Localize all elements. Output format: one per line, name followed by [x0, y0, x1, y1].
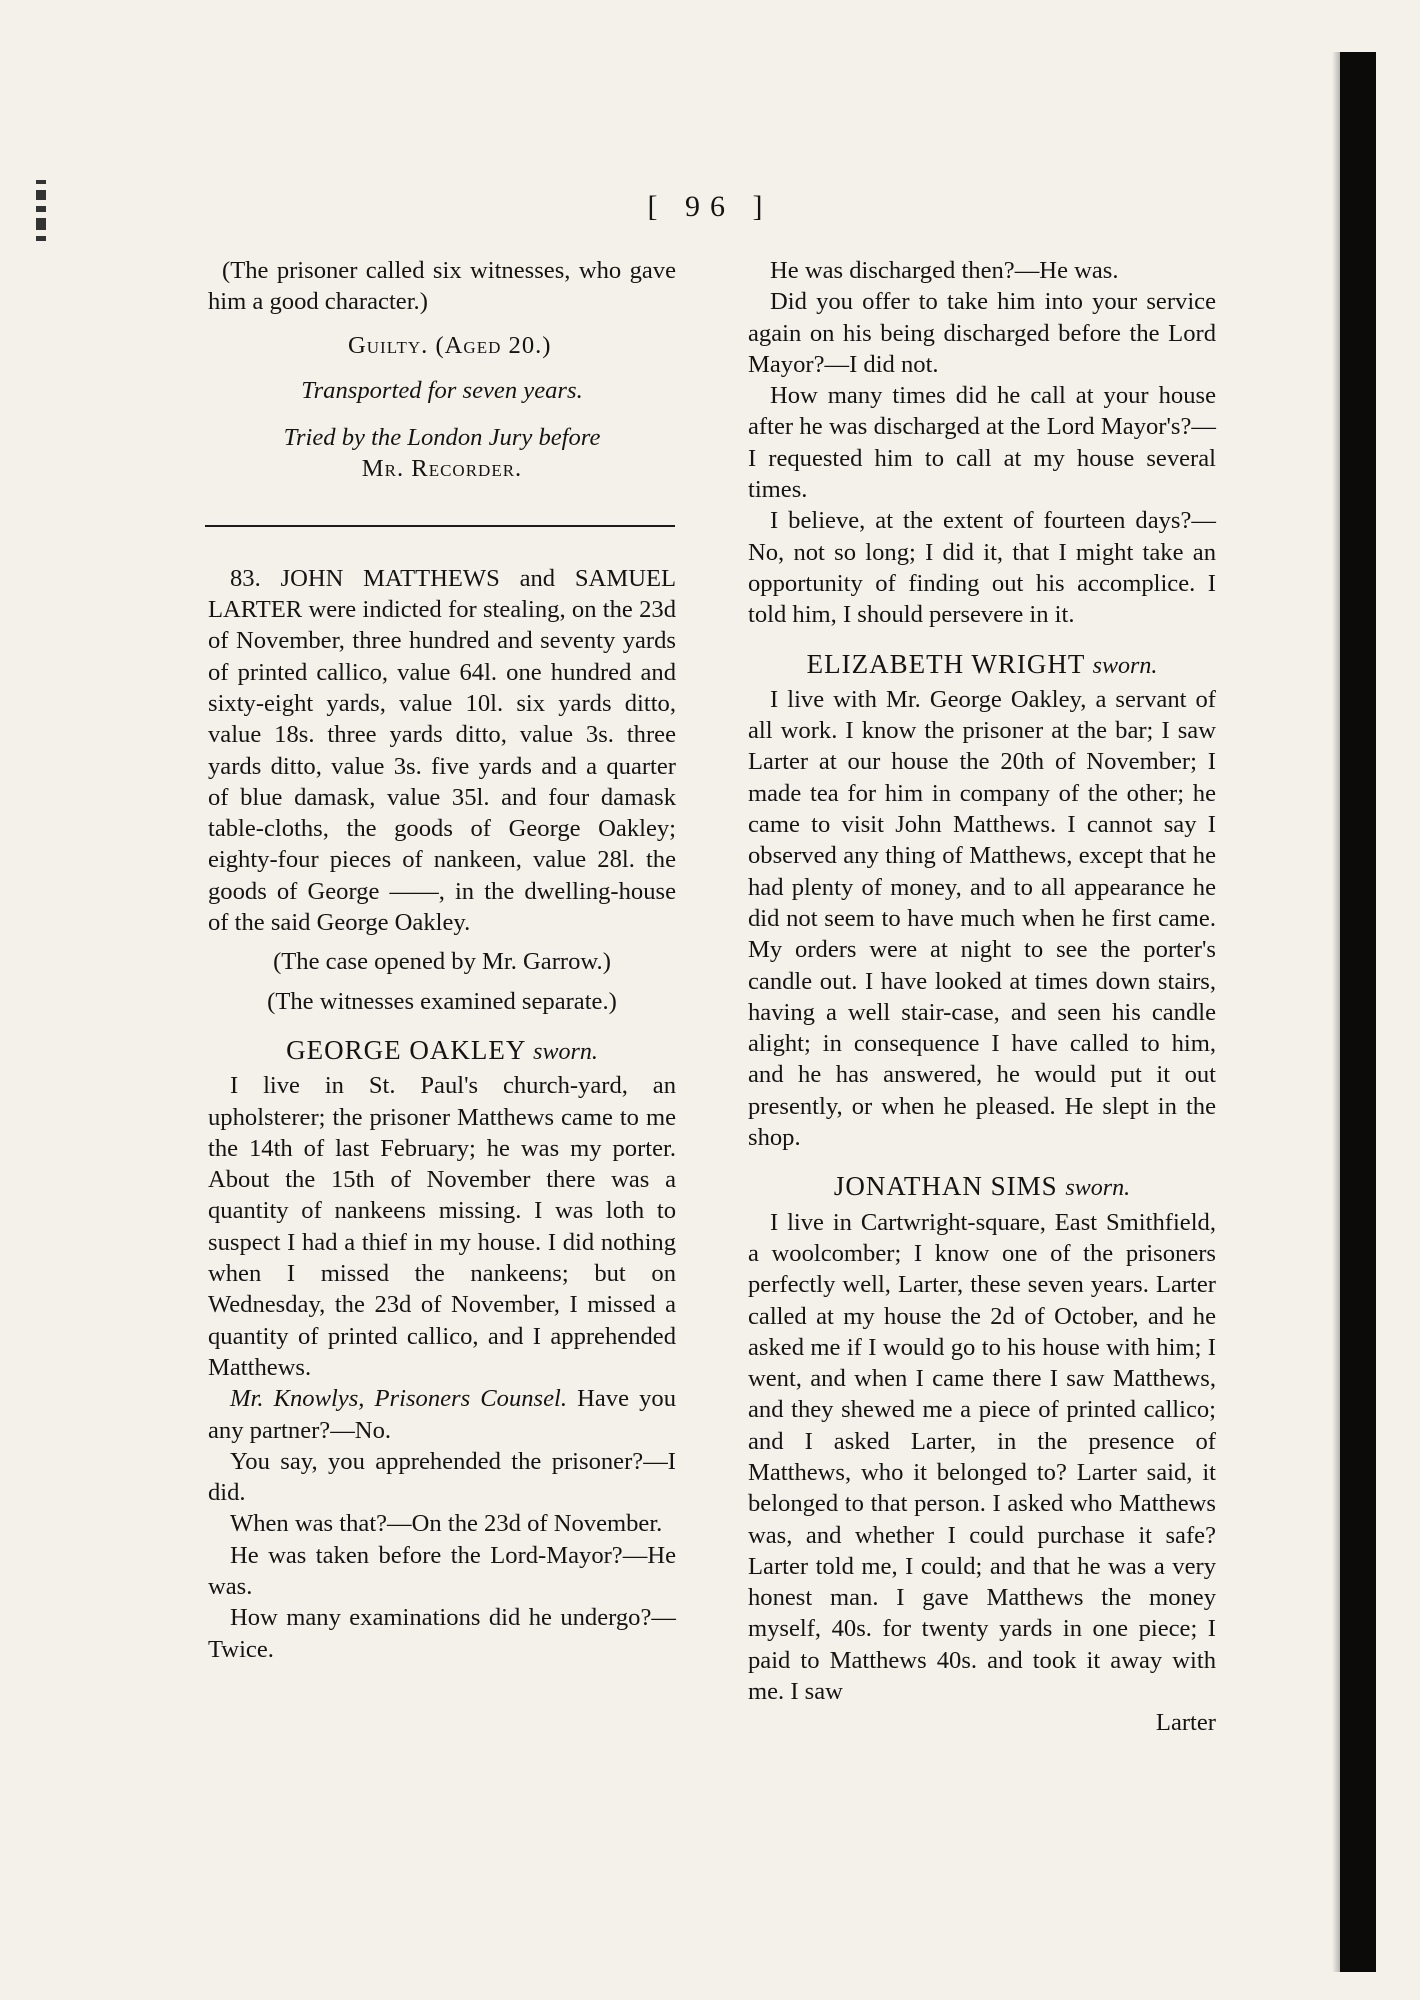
tried-line-2: Mr. Recorder.: [361, 455, 523, 483]
page-number: [ 96 ]: [647, 190, 773, 223]
witness-name: GEORGE OAKLEY: [286, 1034, 526, 1065]
cross-examination-q3: When was that?—On the 23d of November.: [230, 1510, 663, 1538]
cross-examination-q6: He was discharged then?—He was.: [770, 257, 1119, 284]
section-divider: [205, 525, 675, 527]
verdict: Guilty. (Aged 20.): [348, 331, 552, 359]
sentence: Transported for seven years.: [301, 376, 583, 404]
testimony-paragraph: I live in Cartwright-square, East Smithfield, a woolcomber; I know one of the prisoners perfectly well, Larter, these seven years. Larter called at my house the 2d of October, and he asked me if I would go to his house with him; I went, and when I came there I saw Matthews, and they shewed me a piece of printed callico; and I asked Larter, in the presence of Matthews, who it belonged to? Larter said, it belonged to that person. I asked who Matthews was, and whether I could purchase it safe? Larter told me, I could; and that he was a very honest man. I gave Matthews the money myself, 40s. for twenty yards in one piece; I paid to Matthews 40s. and took it away with me. I saw: [748, 1208, 1216, 1706]
catchword: Larter: [1155, 1709, 1216, 1737]
case-opened-note: (The case opened by Mr. Garrow.): [273, 948, 611, 976]
cross-examination-q9: I believe, at the extent of fourteen days?—No, not so long; I did it, that I might take an opportunity of finding out his accomplice. I told him, I should persevere in it.: [748, 507, 1216, 629]
witness-heading-wright: [748, 649, 1216, 682]
sworn-label: sworn.: [1065, 1175, 1131, 1202]
testimony-paragraph: I live in St. Paul's church-yard, an upholsterer; the prisoner Matthews came to me the 14th of last February; he was my porter. About the 15th of November there was a quantity of nankeens missing. I was loth to suspect I had a thief in my house. I did nothing when I missed the nankeens; but on Wednesday, the 23d of November, I missed a quantity of printed callico, and I apprehended Matthews.: [208, 1072, 676, 1381]
binding-shadow: [1332, 52, 1340, 1972]
witness-name: JONATHAN SIMS: [833, 1171, 1058, 1202]
cross-examination-q7: Did you offer to take him into your service again on his being discharged before the Lord Mayor?—I did not.: [748, 288, 1216, 378]
witness-name: ELIZABETH WRIGHT: [806, 648, 1085, 679]
witness-heading-oakley: [208, 1035, 676, 1068]
cross-examination-q1: [208, 1383, 676, 1446]
tried-line-1: Tried by the London Jury before: [283, 424, 601, 452]
counsel-label: Mr. Knowlys, Prisoners Counsel.: [230, 1385, 568, 1413]
testimony-paragraph: I live with Mr. George Oakley, a servant of all work. I know the prisoner at the bar; I saw Larter at our house the 20th of November; I made tea for him in company of the other; he came to visit John Matthews. I cannot say I observed any thing of Matthews, except that he had plenty of money, and to all appearance he did not seem to have much when he first came. My orders were at night to see the porter's candle out. I have looked at times down stairs, having a well stair-case, and seen his candle alight; in consequence I have called to him, and he has answered, he would put it out presently, or when he pleased. He slept in the shop.: [748, 685, 1216, 1152]
cross-examination-q8: How many times did he call at your house after he was discharged at the Lord Mayor's?—I requested him to call at my house several times.: [748, 382, 1216, 504]
right-column: [748, 255, 1216, 1739]
character-witness-note: (The prisoner called six witnesses, who gave him a good character.): [208, 257, 676, 316]
witness-heading-sims: [748, 1171, 1216, 1204]
sworn-label: sworn.: [533, 1038, 598, 1065]
cross-examination-q5: How many examinations did he undergo?—Twice.: [208, 1604, 676, 1663]
case-indictment: 83. JOHN MATTHEWS and SAMUEL LARTER were indicted for stealing, on the 23d of November, three hundred and seventy yards of printed callico, value 64l. one hundred and sixty-eight yards, value 10l. six yards ditto, value 18s. three yards ditto, value 3s. three yards ditto, value 3s. five yards and a quarter of blue damask, value 35l. and four damask table-cloths, the goods of George Oakley; eighty-four pieces of nankeen, value 28l. the goods of George ——, in the dwelling-house of the said George Oakley.: [208, 564, 676, 937]
cross-examination-q4: He was taken before the Lord-Mayor?—He was.: [208, 1541, 676, 1600]
sworn-label: sworn.: [1092, 652, 1158, 679]
cross-examination-q2: You say, you apprehended the prisoner?—I did.: [208, 1447, 676, 1507]
witnesses-separate-note: (The witnesses examined separate.): [267, 987, 617, 1015]
book-spine-edge: [1340, 52, 1376, 1972]
tried-before: [208, 422, 676, 485]
question-text: Have you any partner?—No.: [208, 1385, 676, 1444]
left-column: [208, 255, 676, 1665]
